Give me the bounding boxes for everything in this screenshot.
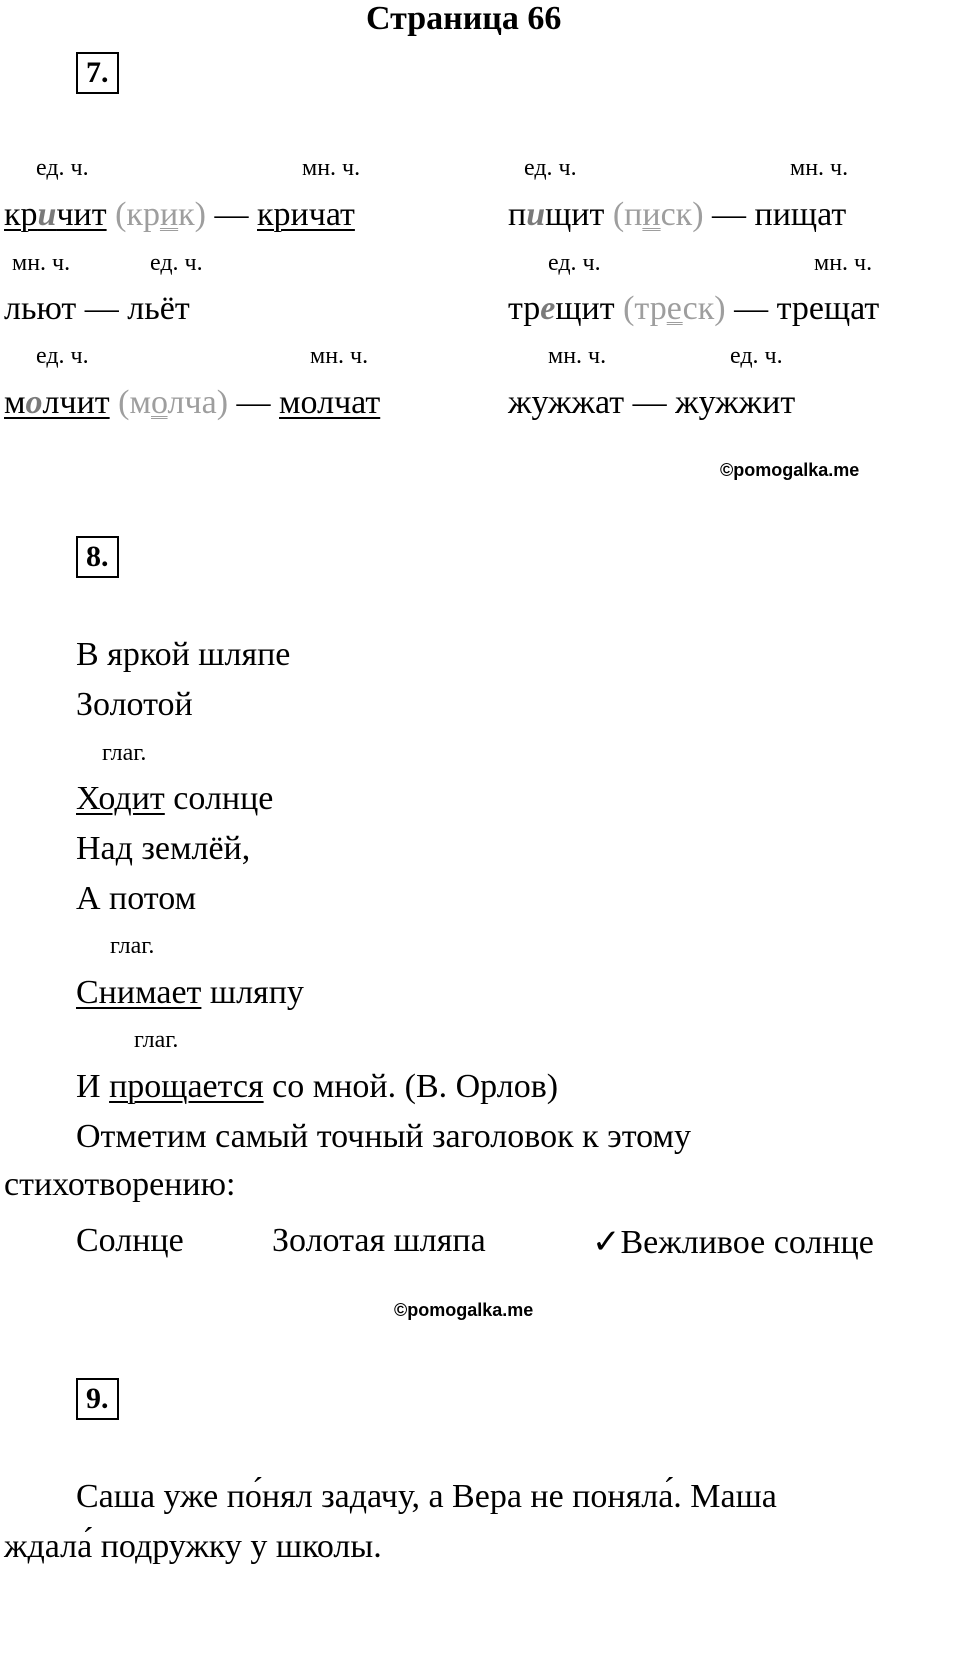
hint-part: ск) xyxy=(682,290,726,327)
label-plural: мн. ч. xyxy=(310,343,369,369)
watermark: ©pomogalka.me xyxy=(720,460,860,480)
hint-vowel: и xyxy=(159,196,179,233)
verb-label: глаг. xyxy=(134,1027,179,1053)
word-part: тр xyxy=(508,290,541,327)
word-part: лчит xyxy=(42,384,110,421)
title-option: Солнце xyxy=(76,1222,184,1259)
poem-text: со мной. (В. Орлов) xyxy=(263,1068,559,1105)
page-title: Страница 66 xyxy=(366,0,562,37)
hint-vowel: и xyxy=(642,196,661,233)
check-word xyxy=(623,290,725,327)
word-part: щит xyxy=(555,290,615,327)
label-singular: ед. ч. xyxy=(548,250,601,276)
word-part: кр xyxy=(4,196,38,233)
exercise-9-number: 9. xyxy=(76,1378,119,1420)
dash: — xyxy=(236,384,271,421)
word-pair-lyut: льют — льёт xyxy=(4,290,190,327)
poem-text: солнце xyxy=(164,780,274,817)
label-plural: мн. ч. xyxy=(790,155,849,181)
verb-label: глаг. xyxy=(102,740,147,766)
title-option-selected xyxy=(592,1222,874,1262)
label-plural: мн. ч. xyxy=(548,343,607,369)
verb: Снимает xyxy=(76,974,202,1011)
word-singular xyxy=(508,196,604,233)
hint-part: ск) xyxy=(660,196,704,233)
label-plural: мн. ч. xyxy=(814,250,873,276)
exercise-number-text: 8 xyxy=(86,540,101,573)
verb-label: глаг. xyxy=(110,933,155,959)
poem-text: И xyxy=(76,1068,110,1105)
poem-line: Золотой xyxy=(76,686,193,723)
checkmark-icon: ✓ xyxy=(592,1222,621,1262)
poem-line: В яркой шляпе xyxy=(76,636,291,673)
label-singular: ед. ч. xyxy=(150,250,203,276)
hint-vowel: е xyxy=(666,290,683,327)
unstressed-vowel: и xyxy=(526,196,546,233)
exercise-7-number: 7. xyxy=(76,52,119,94)
verb: Ходит xyxy=(76,780,165,817)
word-pair-krichit xyxy=(4,196,355,234)
hint-part: к) xyxy=(178,196,206,233)
check-word xyxy=(118,384,228,421)
hint-part: (м xyxy=(118,384,151,421)
word-pair-treshchit xyxy=(508,290,879,328)
option-text: Вежливое солнце xyxy=(620,1224,874,1261)
paragraph-text: Саша уже по́нял задачу, а Вера не поняла́. Маша xyxy=(76,1478,777,1515)
label-singular: ед. ч. xyxy=(36,155,89,181)
word-plural: пищат xyxy=(754,196,847,233)
word-plural: кричат xyxy=(257,196,355,233)
word-singular xyxy=(4,196,107,233)
word-pair-zhuzhzhat: жужжат — жужжит xyxy=(508,384,796,421)
word-part: м xyxy=(4,384,26,421)
unstressed-vowel: и xyxy=(37,196,57,233)
paragraph-text: ждала́ подружку у школы. xyxy=(4,1528,382,1565)
label-plural: мн. ч. xyxy=(12,250,71,276)
label-singular: ед. ч. xyxy=(524,155,577,181)
dash: — xyxy=(734,290,769,327)
poem-line xyxy=(76,1068,558,1106)
check-word xyxy=(115,196,206,233)
poem-line: Над землёй, xyxy=(76,830,251,867)
word-plural: трещат xyxy=(776,290,880,327)
unstressed-vowel: е xyxy=(540,290,556,327)
hint-part: (п xyxy=(612,196,643,233)
label-plural: мн. ч. xyxy=(302,155,361,181)
hint-part: лча) xyxy=(167,384,229,421)
word-singular xyxy=(4,384,110,421)
hint-vowel: о xyxy=(150,384,168,421)
poem-line xyxy=(76,974,304,1012)
hint-part: (тр xyxy=(623,290,667,327)
task-text: стихотворению: xyxy=(4,1166,236,1203)
check-word xyxy=(613,196,704,233)
word-part: п xyxy=(508,196,527,233)
word-plural: молчат xyxy=(279,384,381,421)
exercise-number-text: 7 xyxy=(86,56,101,89)
word-pair-molchit xyxy=(4,384,380,422)
word-pair-pishchit xyxy=(508,196,846,234)
label-singular: ед. ч. xyxy=(36,343,89,369)
word-singular xyxy=(508,290,615,327)
watermark: ©pomogalka.me xyxy=(394,1300,534,1320)
word-part: чит xyxy=(56,196,107,233)
dash: — xyxy=(214,196,249,233)
verb: прощается xyxy=(109,1068,264,1105)
poem-line xyxy=(76,780,273,818)
exercise-number-text: 9 xyxy=(86,1382,101,1415)
task-text: Отметим самый точный заголовок к этому xyxy=(76,1118,691,1155)
title-option: Золотая шляпа xyxy=(272,1222,486,1259)
poem-text: шляпу xyxy=(201,974,304,1011)
word-part: щит xyxy=(545,196,605,233)
poem-line: А потом xyxy=(76,880,197,917)
exercise-8-number: 8. xyxy=(76,536,119,578)
hint-part: (кр xyxy=(115,196,160,233)
label-singular: ед. ч. xyxy=(730,343,783,369)
unstressed-vowel: о xyxy=(25,384,43,421)
dash: — xyxy=(712,196,747,233)
